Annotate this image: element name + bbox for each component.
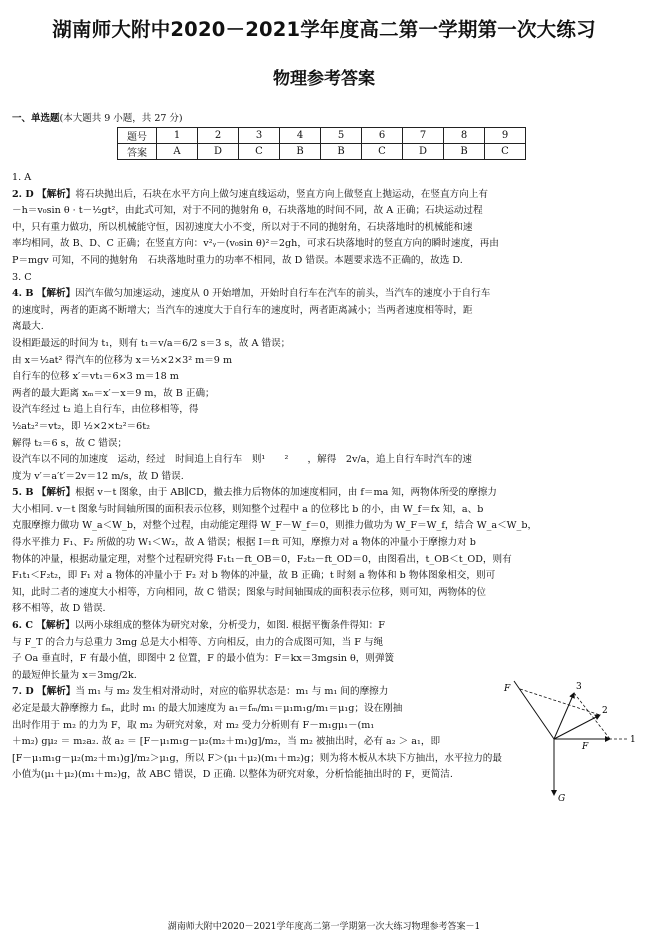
solution-line: 率均相同，故 B、D、C 正确；在竖直方向：v²ᵧ－(v₀sin θ)²＝2gh，可求石块落地时的竖直方向的瞬时速度，再由 (12, 238, 499, 250)
figure-label: G (558, 794, 566, 804)
solution-tag: 7. D 【解析】 (12, 686, 76, 698)
table-cell: B (280, 144, 321, 160)
solution-line: 两者的最大距离 xₘ＝x′－x＝9 m，故 B 正确； (12, 387, 215, 399)
solution-line: 设相距最远的时间为 t₁，则有 t₁＝v/a＝6/2 s＝3 s，故 A 错误； (12, 337, 291, 349)
solution-line: 自行车的位移 x′＝vt₁＝6×3 m＝18 m (12, 371, 179, 383)
solution-line: F₁t₁＜F₂t₂，即 F₁ 对 a 物体的冲量小于 F₂ 对 b 物体的冲量，故 B 正确；t 时刻 a 物体和 b 物体图象相交，则可 (12, 570, 496, 582)
solution-line: 设汽车以不同的加速度 运动，经过 时间追上自行车 则¹ ² ，解得 2v/a，追上自行车时汽车的速 (12, 454, 472, 466)
solution-line: 度为 v′＝a′t′＝2v＝12 m/s，故 D 错误. (12, 470, 184, 482)
solution-line: －h＝v₀sin θ · t－½gt²，由此式可知，对于不同的抛射角 θ，石块落地的时间不同，故 A 正确；石块运动过程 (12, 205, 483, 217)
solution-line: 的最短伸长量为 x＝3mg/2k. (12, 669, 137, 681)
table-cell: 5 (321, 128, 362, 144)
solution-line: 离最大. (12, 321, 44, 333)
solution-line: 的速度时，两者的距离不断增大；当汽车的速度大于自行车的速度时，两者距离减小；当两者速度相等时，距 (12, 304, 473, 316)
solution-q6 (12, 618, 502, 635)
solution-text: 根据 v－t 图象，由于 AB∥CD，撤去推力后物体的加速度相同，由 f＝ma 知，两物体所受的摩擦力 (75, 487, 497, 499)
answer-table-row-numbers (118, 128, 526, 144)
section-label: 一、单选题 (12, 113, 60, 124)
page-footer: 湖南师大附中2020－2021学年度高二第一学期第一次大练习物理参考答案－1 (167, 922, 481, 932)
solution-line: 与 F_T 的合力与总重力 3mg 总是大小相等、方向相反，由力的合成图可知，当 F 与绳 (12, 636, 384, 648)
solution-line: 小值为(μ₁＋μ₂)(m₁＋m₂)g，故 ABC 错误，D 正确. 以整体为研究对象，分析恰能抽出时的 F，更简洁. (12, 769, 453, 781)
solution-line: 解得 t₂＝6 s，故 C 错误； (12, 437, 128, 449)
document-subtitle: 物理参考答案 (273, 69, 375, 89)
table-cell: C (485, 144, 526, 160)
figure-label: F (504, 684, 511, 694)
solution-line: 必定是最大静摩擦力 fₘ，此时 m₁ 的最大加速度为 a₁＝fₘ/m₁＝μ₁m₁g/m₁＝μ₁g；设在刚抽 (12, 703, 403, 714)
solution-line: 中，只有重力做功，所以机械能守恒，因初速度大小不变，所以对于不同的抛射角，石块落地时的机械能和速 (12, 221, 473, 233)
table-cell: 2 (198, 128, 239, 144)
section-note: (本大题共 9 小题，共 27 分) (59, 113, 183, 124)
table-cell: 8 (444, 128, 485, 144)
solution-line: 子 Oa 垂直时，F 有最小值，即图中 2 位置，F 的最小值为：F＝kx＝3mgsin θ，则弹簧 (12, 653, 395, 665)
solution-q5 (12, 485, 636, 502)
table-cell: C (239, 144, 280, 160)
solution-q1: 1. A (12, 172, 32, 183)
table-cell: B (444, 144, 485, 160)
solution-tag: 2. D 【解析】 (12, 188, 76, 200)
solution-line: 大小相同. v－t 图象与时间轴所围的面积表示位移，则知整个过程中 a 的位移比 b 的小，由 W_f＝fx 知，a、b (12, 503, 484, 515)
table-cell: 7 (403, 128, 444, 144)
solution-text: 因汽车做匀加速运动，速度从 0 开始增加，开始时自行车在汽车的前头，当汽车的速度小于自行车 (75, 288, 491, 300)
table-cell: A (157, 144, 198, 160)
solution-text: 将石块抛出后，石块在水平方向上做匀速直线运动，竖直方向上做竖直上抛运动，在竖直方向上有 (75, 188, 488, 200)
rope-line (514, 681, 554, 739)
table-cell: D (198, 144, 239, 160)
force-arrow-3 (554, 693, 574, 739)
solution-tag: 4. B 【解析】 (12, 288, 76, 300)
table-cell: 1 (157, 128, 198, 144)
table-cell: 3 (239, 128, 280, 144)
force-diagram (502, 677, 642, 807)
solution-q7 (12, 684, 502, 701)
solution-text: 以两小球组成的整体为研究对象，分析受力，如图. 根据平衡条件得知：F (74, 620, 385, 632)
table-cell: 9 (485, 128, 526, 144)
solution-q2 (12, 187, 636, 204)
figure-label: 1 (630, 735, 636, 745)
solution-tag: 6. C 【解析】 (12, 620, 75, 632)
figure-label: 3 (576, 682, 582, 692)
force-arrow-2 (554, 715, 600, 739)
solution-tag: 5. B 【解析】 (12, 487, 76, 499)
document-title: 湖南师大附中2020－2021学年度高二第一学期第一次大练习 (52, 18, 596, 41)
solution-line: P＝mgv 可知，不同的抛射角 石块落地时重力的功率不相同，故 D 错误。本题要求选不正确的，故选 D. (12, 254, 463, 266)
table-header-cell: 题号 (118, 128, 157, 144)
solution-line: ½at₂²＝vt₂，即 ½×2×t₂²＝6t₂ (12, 420, 150, 432)
solution-line: 移不相等，故 D 错误. (12, 603, 106, 615)
solution-line: 设汽车经过 t₂ 追上自行车，由位移相等，得 (12, 404, 199, 416)
solution-line: 知，此时二者的速度大小相等，方向相同，故 C 错误；图象与时间轴围成的面积表示位移，则可知，两物体的位 (12, 586, 486, 598)
table-header-cell: 答案 (118, 144, 157, 160)
solution-line: 克服摩擦力做功 W_a＜W_b，对整个过程，由动能定理得 W_F－W_f＝0，则推力做功为 W_F＝W_f，结合 W_a＜W_b， (12, 520, 538, 532)
figure-label: F (582, 742, 589, 752)
solution-q3: 3. C (12, 271, 32, 283)
table-cell: C (362, 144, 403, 160)
table-cell: 6 (362, 128, 403, 144)
answer-table-row-answers (118, 144, 526, 160)
figure-label: 2 (602, 706, 608, 716)
table-cell: B (321, 144, 362, 160)
solution-line: ＋m₂) gμ₂ ＝ m₂a₂. 故 a₂ ＝ [F－μ₁m₁g－μ₂(m₂＋m₁)g]/m₂，当 m₂ 被抽出时，必有 a₂ ＞ a₁，即 (12, 736, 441, 748)
table-cell: 4 (280, 128, 321, 144)
answer-table (117, 127, 526, 160)
section-heading (12, 110, 183, 124)
solution-line: 由 x＝½at² 得汽车的位移为 x＝½×2×3² m＝9 m (12, 354, 233, 366)
solution-line: 得水平推力 F₁、F₂ 所做的功 W₁＜W₂，故 A 错误；根据 I＝ft 可知，摩擦力对 a 物体的冲量小于摩擦力对 b (12, 537, 476, 549)
solution-text: 当 m₁ 与 m₂ 发生相对滑动时，对应的临界状态是：m₁ 与 m₁ 间的摩擦力 (75, 686, 389, 698)
solution-q4 (12, 286, 636, 303)
dashed-line (574, 693, 610, 739)
solution-line: 出时作用于 m₂ 的力为 F，取 m₂ 为研究对象，对 m₂ 受力分析则有 F－m₁gμ₁－(m₁ (12, 719, 375, 731)
solution-line: [F－μ₁m₁g－μ₂(m₂＋m₁)g]/m₂＞μ₁g，所以 F＞(μ₁＋μ₂)(m₁＋m₂)g；则为将木板从木块下方抽出，水平拉力的最 (12, 752, 502, 764)
table-cell: D (403, 144, 444, 160)
solution-line: 物体的冲量，根据动量定理，对整个过程研究得 F₁t₁－ft_OB＝0，F₂t₂－ft_OD＝0，由图看出，t_OB＜t_OD，则有 (12, 553, 512, 565)
